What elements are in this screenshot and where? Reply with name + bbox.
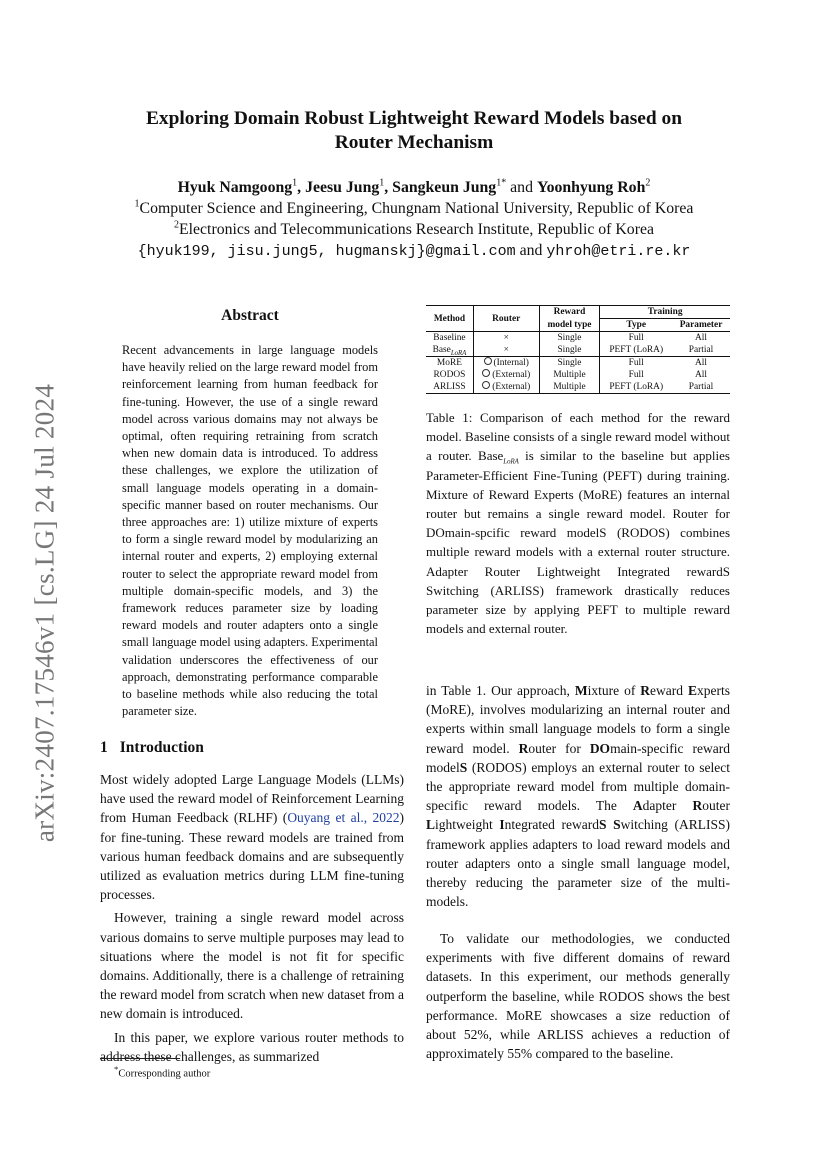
cell-reward-type: Multiple <box>539 369 600 381</box>
right-paragraph-1: in Table 1. Our approach, Mixture of Reward Experts (MoRE), involves modularizing an internal router and experts within small language models to form a single reward model. Router for DOmain-specific reward modelS (RODOS) employs an external router to select the appropriate reward model from multiple domain-specific reward models. The Adapter Router Lightweight Integrated rewardS Switching (ARLISS) framework applies adapters to load reward models and router adapters onto a single small language model, thereby reducing the parameter size of the multi-models. <box>426 683 731 910</box>
intro-paragraph-1: Most widely adopted Large Language Models (LLMs) have used the reward model of Reinforcement Learning from Human Feedback (RLHF) (Ouyang et al., 2022) for fine-tuning. These reward models are trained from various human feedback domains and are subsequently utilized as evaluation metrics during LLM fine-tuning processes. <box>100 772 404 903</box>
author-4: Yoonhyung Roh <box>536 179 646 196</box>
author-and: and <box>510 179 533 196</box>
section-title: Introduction <box>119 739 204 756</box>
cell-training-type: PEFT (LoRA) <box>609 382 664 392</box>
affiliation-1-text: Computer Science and Engineering, Chungnam National University, Republic of Korea <box>139 200 694 217</box>
footnote <box>114 1064 210 1080</box>
author-2: Jeesu Jung <box>305 179 380 196</box>
section-heading-introduction <box>100 739 204 757</box>
intro-paragraph-2: However, training a single reward model across various domains to serve multiple purposes may lead to situations where the model is not fit for specific domains. Additionally, there is a challenge of retraining the reward model from scratch when new dataset from a new domain is introduced. <box>100 910 405 1022</box>
citation-link-ouyang[interactable]: Ouyang et al., 2022 <box>287 810 400 826</box>
cell-router: (External) <box>473 381 539 394</box>
cell-training-type: Full <box>628 358 644 368</box>
paper-title: Exploring Domain Robust Lightweight Reward Models based on Router Mechanism <box>146 108 682 153</box>
email-and: and <box>519 242 543 259</box>
validation-paragraph: To validate our methodologies, we conducted experiments with five different domains of reward datasets. In this experiment, our methods generally outperform the baseline, while RODOS shows the best performance. MoRE showcases a size reduction of about 52%, while ARLISS achieves a reduction of approximately 55% compared to the baseline. <box>426 931 730 1062</box>
table-row <box>426 344 730 357</box>
method-subscript: LoRA <box>450 349 467 357</box>
arxiv-identifier: arXiv:2407.17546v1 [cs.LG] 24 Jul 2024 <box>29 383 60 843</box>
cell-training-type: Full <box>628 333 644 343</box>
email-group-1: {hyuk199, jisu.jung5, hugmanskj}@gmail.com <box>137 243 516 260</box>
cell-router: × <box>473 344 539 357</box>
affiliation-2-text: Electronics and Telecommunications Research Institute, Republic of Korea <box>179 221 654 238</box>
intro-paragraph-3: In this paper, we explore various router methods to address these challenges, as summarized <box>100 1029 404 1064</box>
cell-method: ARLISS <box>426 381 473 394</box>
cell-method: Baseline <box>426 332 473 345</box>
abstract-text: Recent advancements in large language models have heavily relied on the large reward model from reinforcement learning from human feedback for fine-tuning. However, the use of a single reward model across various domains may not always be optimal, often requiring retraining from scratch when new domain data is introduced. To address these challenges, we explore the utilization of small language models operating in a domain-specific manner based on router mechanisms. Our three approaches are: 1) utilize mixture of experts to form a single reward model by modularizing an internal router and experts, 2) employing external router to select the appropriate reward model from multiple domain-specific models, and 3) the framework reduces parameter size by loading reward models and router adapters onto a single small language model using adapters. Experimental validation underscores the effectiveness of our approach, demonstrating performance comparable to baseline methods while also reducing the total parameter size. <box>122 343 378 719</box>
author-1: Hyuk Namgoong <box>177 179 293 196</box>
author-3: Sangkeun Jung <box>392 179 497 196</box>
author-names: Hyuk Namgoong$^1$, Jeesu Jung$^1$, Sangkeun Jung$^{1*}$ and Yoonhyung Roh$^2$ <box>177 177 651 196</box>
header-method: Method <box>426 306 473 332</box>
cell-parameter: Partial <box>688 345 714 355</box>
introduction-body <box>100 770 404 1066</box>
table-row <box>426 381 730 394</box>
author-3-sup: 1* <box>496 177 507 189</box>
author-emails <box>100 240 728 262</box>
header-type: Type <box>626 320 647 330</box>
table-row <box>426 357 730 370</box>
author-4-sup: 2 <box>645 177 651 189</box>
section-number: 1 <box>100 739 108 756</box>
header-router: Router <box>473 306 539 332</box>
table-row <box>426 369 730 381</box>
cell-reward-type: Single <box>539 357 600 370</box>
right-paragraph-2 <box>426 929 730 1063</box>
cell-parameter: All <box>695 333 708 343</box>
cell-method: Base$_{LoRA}$ <box>426 344 473 357</box>
abstract-heading: Abstract <box>221 307 279 324</box>
table-caption: Table 1: Comparison of each method for the reward model. Baseline consists of a single reward model without a router. Base$_{LoRA}$ is similar to the baseline but applies Parameter-Efficient Fine-Tuning (PEFT) during training. Mixture of Reward Experts (MoRE) features an internal router but remains a single reward model. Router for DOmain-spcific reward modelS (RODOS) combines multiple reward models with a external router structure. Adapter Router Lightweight Integrated rewardS Switching (ARLISS) framework drastically reduces parameter size by applying PEFT to multiple reward models and external router. <box>426 410 730 637</box>
header-parameter: Parameter <box>679 320 723 330</box>
affiliation-2 <box>100 219 728 240</box>
affiliation-1 <box>100 198 728 219</box>
author-2-sup: 1 <box>379 177 385 189</box>
cell-reward-type: Single <box>539 344 600 357</box>
affiliation-1-sup: 1 <box>134 198 140 210</box>
header-training: Training <box>600 306 730 319</box>
router-circle-icon <box>484 357 492 365</box>
cell-parameter: All <box>695 370 708 380</box>
cell-router: × <box>473 332 539 345</box>
table-row <box>426 332 730 345</box>
cell-reward-type: Single <box>539 332 600 345</box>
arxiv-sidebar <box>17 375 73 851</box>
cell-router: (External) <box>473 369 539 381</box>
footnote-rule <box>100 1058 180 1059</box>
router-circle-icon <box>482 381 490 389</box>
caption-subscript: LoRA <box>503 459 519 466</box>
cell-parameter: Partial <box>688 382 714 392</box>
footnote-mark: * <box>114 1064 119 1074</box>
cell-parameter: All <box>695 358 708 368</box>
header-reward-2: model type <box>539 319 600 332</box>
cell-method: RODOS <box>426 369 473 381</box>
author-block <box>100 177 728 262</box>
cell-training-type: Full <box>628 370 644 380</box>
cell-router: (Internal) <box>473 357 539 370</box>
affiliation-2-sup: 2 <box>174 219 179 231</box>
email-2: yhroh@etri.re.kr <box>546 243 691 260</box>
comparison-table <box>426 305 730 394</box>
router-circle-icon <box>482 369 490 377</box>
cell-reward-type: Multiple <box>539 381 600 394</box>
author-1-sup: 1 <box>292 177 298 189</box>
cell-method: MoRE <box>426 357 473 370</box>
footnote-text: Corresponding author <box>118 1068 211 1080</box>
cell-training-type: PEFT (LoRA) <box>609 345 664 355</box>
header-reward-1: Reward <box>539 306 600 319</box>
